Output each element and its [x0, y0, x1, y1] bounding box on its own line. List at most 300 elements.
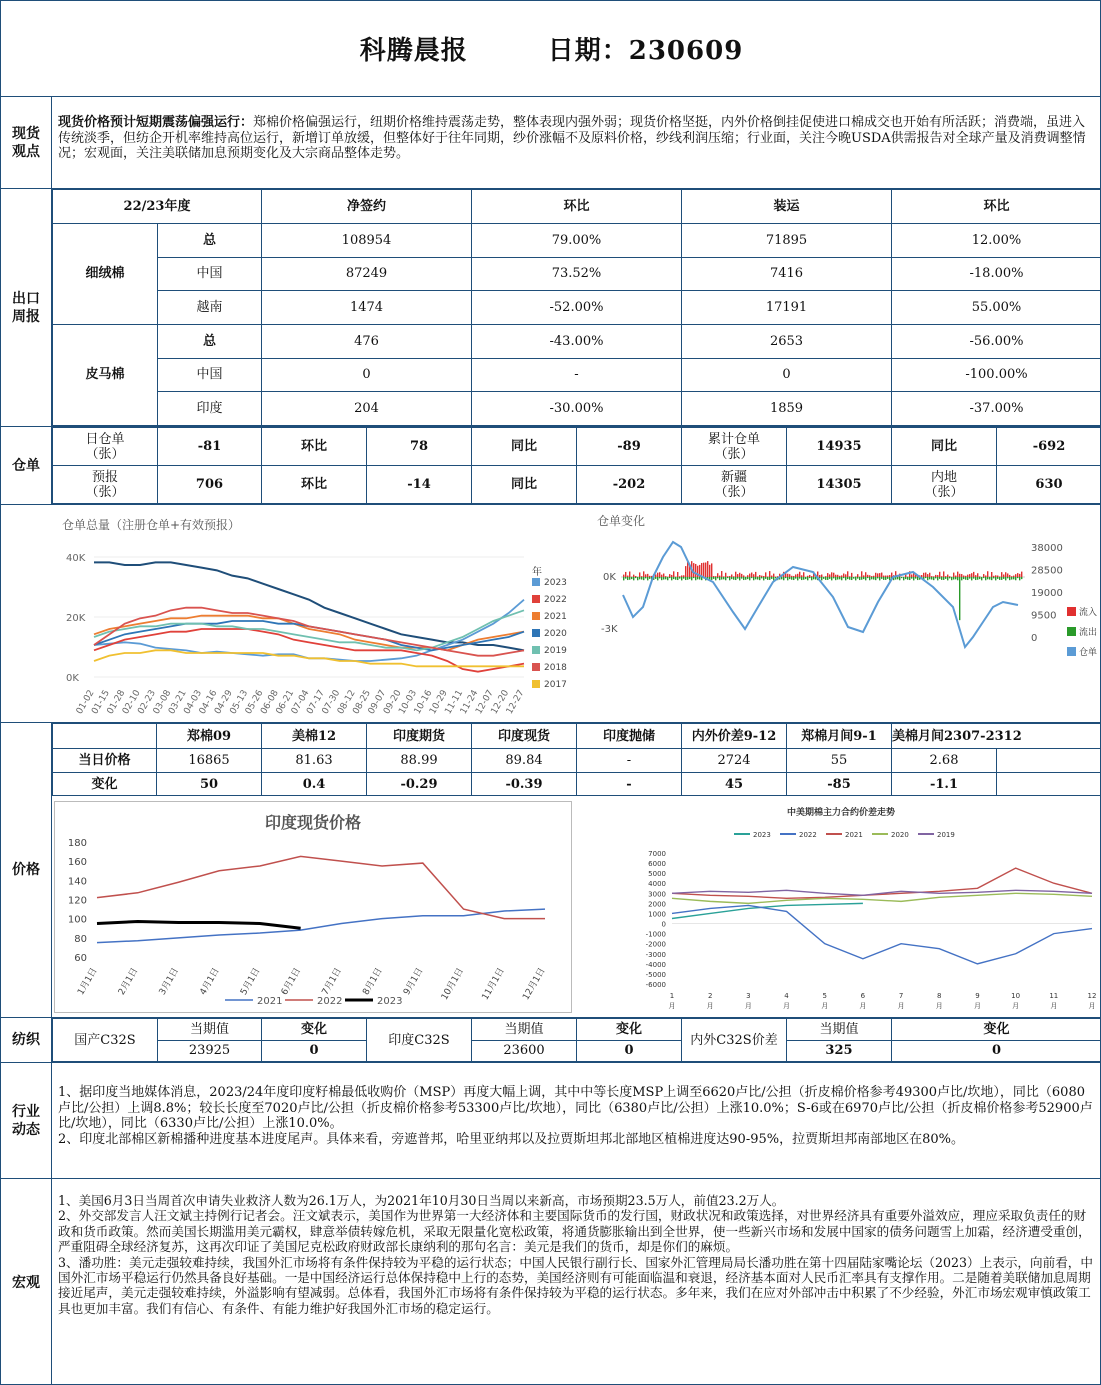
table-cell: 0.4 — [262, 773, 367, 796]
bar-inflow — [641, 576, 642, 577]
bar-inflow — [647, 574, 648, 577]
bar-outflow — [689, 577, 690, 579]
table-header: 郑棉09 — [157, 724, 262, 749]
bar-inflow — [881, 573, 882, 577]
macro-para: 1、美国6月3日当周首次申请失业救济人数为26.1万人，为2021年10月30日当周以来新高，市场预期23.5万人，前值23.2万人。 — [58, 1193, 785, 1208]
bar-inflow — [819, 575, 820, 577]
industry-text — [52, 1063, 1101, 1178]
bar-outflow — [1015, 577, 1016, 580]
bar-outflow — [657, 577, 658, 580]
bar-outflow — [795, 577, 796, 579]
legend-label: 2023 — [377, 996, 403, 1007]
table-cell: 同比 — [472, 466, 577, 504]
export-header-net-sign: 净签约 — [262, 190, 472, 224]
spread-svg — [584, 801, 1098, 1013]
bar-outflow — [875, 577, 876, 580]
table-cell: 中国 — [158, 358, 262, 392]
bar-inflow — [683, 575, 684, 577]
legend-label: 2022 — [544, 595, 567, 605]
x-tick-label: 5 — [822, 992, 827, 1000]
bar-inflow — [889, 575, 890, 577]
legend-label: 2021 — [257, 996, 283, 1007]
bar-outflow — [869, 577, 870, 580]
y-tick-label: -5000 — [645, 970, 666, 979]
bar-outflow — [947, 577, 948, 580]
table-cell: 同比 — [472, 428, 577, 466]
bar-outflow — [907, 577, 908, 580]
bar-outflow — [695, 577, 696, 580]
bar-outflow — [825, 577, 826, 580]
bar-outflow — [823, 577, 824, 579]
bar-outflow — [953, 577, 954, 580]
bar-inflow — [987, 571, 988, 577]
bar-outflow — [781, 577, 782, 579]
y-tick-label: 0K — [603, 572, 616, 583]
legend-label: 2023 — [544, 578, 567, 588]
x-tick-label: 6月1日 — [279, 966, 304, 998]
bar-inflow — [821, 575, 822, 577]
bar-inflow — [827, 573, 828, 577]
table-cell: -692 — [997, 428, 1101, 466]
bar-inflow — [843, 574, 844, 577]
bar-inflow — [763, 576, 764, 577]
macro-text — [52, 1179, 1101, 1385]
x-tick-label: 4月1日 — [198, 966, 222, 998]
table-cell: 2653 — [682, 324, 892, 358]
industry-label: 行业 动态 — [1, 1063, 52, 1178]
bar-inflow — [671, 575, 672, 577]
bar-inflow — [811, 576, 812, 577]
bar-outflow — [867, 577, 868, 578]
bar-outflow — [1017, 577, 1018, 578]
bar-outflow — [863, 577, 864, 579]
bar-outflow — [791, 577, 792, 580]
x-tick-label: 月 — [897, 1002, 905, 1010]
bar-outflow — [717, 577, 718, 578]
legend-swatch — [532, 595, 540, 603]
bar-outflow — [821, 577, 822, 580]
table-cell: 81.63 — [262, 749, 367, 773]
table-cell: 0 — [892, 1040, 1101, 1062]
x-tick-label: 06-08 — [259, 688, 281, 717]
bar-inflow — [841, 575, 842, 577]
bar-inflow — [975, 575, 976, 577]
bar-inflow — [659, 572, 660, 577]
x-tick-label: 02-10 — [120, 688, 143, 717]
bar-inflow — [891, 573, 892, 577]
bar-inflow — [943, 571, 944, 577]
table-cell: 89.84 — [472, 749, 577, 773]
bar-outflow — [883, 577, 884, 580]
x-tick-label: 11-11 — [443, 688, 466, 717]
bar-outflow — [629, 577, 630, 580]
bar-inflow — [923, 573, 924, 577]
table-cell: -85 — [787, 773, 892, 796]
bar-inflow — [737, 574, 738, 577]
bar-outflow — [999, 577, 1000, 580]
warehouse-charts-section — [1, 505, 1101, 723]
price-section — [1, 723, 1101, 1018]
bar-inflow — [799, 572, 800, 577]
spot-view-text — [52, 97, 1101, 188]
bar-inflow — [731, 574, 732, 577]
bar-inflow — [703, 563, 704, 577]
bar-outflow — [663, 577, 664, 580]
x-tick-label: 月 — [706, 1002, 714, 1010]
bar-outflow — [909, 577, 910, 580]
warehouse-change-chart — [573, 507, 1098, 719]
table-cell: 当期值 — [472, 1019, 577, 1041]
bar-inflow — [993, 576, 994, 577]
legend-label: 2019 — [544, 646, 567, 656]
table-cell: 50 — [157, 773, 262, 796]
bar-outflow — [755, 577, 756, 579]
bar-inflow — [771, 576, 772, 577]
bar-inflow — [977, 573, 978, 577]
bar-inflow — [855, 576, 856, 577]
x-tick-label: 07-30 — [320, 688, 343, 717]
table-cell: -202 — [577, 466, 682, 504]
table-cell: 日仓单 （张） — [53, 428, 158, 466]
bar-outflow — [965, 577, 966, 580]
report-title: 科腾晨报 — [359, 36, 468, 66]
bar-inflow — [749, 574, 750, 577]
table-cell: 当期值 — [158, 1019, 262, 1041]
x-tick-label: 7月1日 — [320, 966, 344, 998]
bar-inflow — [947, 575, 948, 577]
bar-inflow — [1001, 572, 1002, 577]
y-tick-label: 28500 — [1031, 565, 1063, 577]
bar-outflow — [937, 577, 938, 580]
bar-inflow — [1009, 575, 1010, 577]
series-line — [623, 542, 1018, 647]
bar-outflow — [1005, 577, 1006, 580]
table-header: 印度现货 — [472, 724, 577, 749]
bar-inflow — [871, 576, 872, 577]
bar-inflow — [971, 573, 972, 577]
x-tick-label: 07-17 — [305, 688, 327, 717]
legend-swatch — [532, 663, 540, 671]
bar-outflow — [687, 577, 688, 580]
table-header: 内外价差9-12 — [682, 724, 787, 749]
bar-inflow — [945, 576, 946, 577]
bar-outflow — [743, 577, 744, 580]
bar-outflow — [963, 577, 964, 579]
series-line — [97, 922, 301, 929]
bar-inflow — [773, 574, 774, 577]
bar-inflow — [995, 575, 996, 577]
bar-outflow — [847, 577, 848, 579]
warehouse-total-svg — [54, 507, 569, 719]
bar-inflow — [851, 573, 852, 577]
bar-inflow — [735, 572, 736, 577]
bar-outflow — [845, 577, 846, 580]
table-cell: 71895 — [682, 224, 892, 258]
y-tick-label: 1000 — [648, 910, 666, 919]
bar-inflow — [929, 573, 930, 577]
chart-title: 中美期棉主力合约价差走势 — [786, 808, 896, 818]
bar-inflow — [727, 576, 728, 577]
bar-inflow — [635, 576, 636, 577]
bar-outflow — [969, 577, 970, 579]
x-tick-label: 12-07 — [474, 688, 496, 717]
bar-outflow — [793, 577, 794, 580]
bar-inflow — [921, 575, 922, 577]
bar-outflow — [827, 577, 828, 580]
macro-label: 宏观 — [1, 1179, 52, 1385]
x-tick-label: 09-07 — [366, 688, 389, 717]
bar-outflow — [913, 577, 914, 580]
bar-outflow — [989, 577, 990, 580]
bar-outflow — [915, 577, 916, 579]
bar-inflow — [941, 576, 942, 577]
table-cell: 325 — [787, 1040, 892, 1062]
bar-outflow — [933, 577, 934, 580]
bar-outflow — [961, 577, 962, 580]
y-tick-label: 9500 — [1031, 610, 1057, 622]
x-tick-label: 12 — [1087, 992, 1097, 1000]
bar-outflow — [985, 577, 986, 580]
bar-inflow — [1013, 576, 1014, 577]
x-tick-label: 04-29 — [213, 688, 235, 717]
legend-swatch — [1067, 647, 1076, 656]
bar-inflow — [935, 575, 936, 577]
y-tick-label: 3000 — [648, 890, 666, 899]
bar-inflow — [761, 576, 762, 577]
legend-swatch — [532, 646, 540, 654]
legend-label: 2018 — [544, 663, 567, 673]
x-tick-label: 07-04 — [289, 688, 312, 717]
bar-outflow — [925, 577, 926, 578]
bar-inflow — [865, 572, 866, 577]
bar-outflow — [751, 577, 752, 578]
bar-outflow — [1011, 577, 1012, 580]
table-cell: 0 — [262, 358, 472, 392]
bar-outflow — [927, 577, 928, 580]
bar-outflow — [649, 577, 650, 579]
x-tick-label: 10-16 — [412, 688, 435, 717]
bar-outflow — [859, 577, 860, 580]
bar-outflow — [835, 577, 836, 580]
bar-inflow — [791, 576, 792, 577]
x-tick-label: 12月1日 — [521, 966, 548, 1002]
x-tick-label: 月 — [1050, 1002, 1058, 1010]
bar-outflow — [979, 577, 980, 579]
y-tick-label: 60 — [74, 953, 87, 964]
y-tick-label: 160 — [67, 857, 87, 869]
bar-outflow — [735, 577, 736, 580]
bar-outflow — [917, 577, 918, 580]
table-cell: -81 — [158, 428, 262, 466]
bar-inflow — [887, 575, 888, 577]
bar-outflow — [939, 577, 940, 579]
bar-inflow — [765, 572, 766, 577]
table-cell: 630 — [997, 466, 1101, 504]
legend-label: 2022 — [317, 996, 343, 1007]
industry-para: 2、印度北部棉区新棉播种进度基本进度尾声。具体来看，旁遮普邦，哈里亚纳邦以及拉贾斯坦邦北部地区植棉进度达90-95%，拉贾斯坦邦南部地区在80%。 — [58, 1131, 964, 1147]
warehouse-table-wrap — [52, 427, 1101, 504]
table-cell: 1859 — [682, 392, 892, 426]
bar-outflow — [681, 577, 682, 580]
bar-inflow — [753, 574, 754, 577]
bar-outflow — [1007, 577, 1008, 578]
bar-outflow — [971, 577, 972, 580]
table-cell: 变化 — [262, 1019, 367, 1041]
bar-outflow — [785, 577, 786, 578]
bar-inflow — [657, 573, 658, 577]
bar-inflow — [953, 573, 954, 577]
textile-table — [52, 1018, 1101, 1062]
bar-outflow — [799, 577, 800, 579]
table-cell: 内外C32S价差 — [682, 1019, 787, 1062]
x-tick-label: 月 — [859, 1002, 867, 1010]
industry-section — [1, 1063, 1101, 1179]
spot-view-section — [1, 97, 1101, 189]
bar-outflow — [931, 577, 932, 580]
y-tick-label: -2000 — [645, 940, 666, 949]
bar-inflow — [825, 576, 826, 577]
table-cell: -30.00% — [472, 392, 682, 426]
x-tick-label: 月 — [973, 1002, 981, 1010]
bar-inflow — [679, 576, 680, 577]
legend-label: 2021 — [544, 612, 567, 622]
export-weekly-section — [1, 189, 1101, 427]
bar-outflow — [693, 577, 694, 578]
bar-inflow — [965, 576, 966, 577]
bar-inflow — [949, 576, 950, 577]
bar-outflow — [655, 577, 656, 579]
bar-outflow — [853, 577, 854, 579]
table-cell: 同比 — [892, 428, 997, 466]
x-tick-label: 月 — [1012, 1002, 1020, 1010]
y-tick-label: 5000 — [648, 870, 666, 879]
bar-outflow — [775, 577, 776, 578]
bar-inflow — [715, 576, 716, 577]
bar-inflow — [997, 576, 998, 577]
bar-outflow — [723, 577, 724, 579]
bar-outflow — [699, 577, 700, 580]
x-tick-label: 05-13 — [228, 688, 251, 717]
bar-outflow — [871, 577, 872, 579]
legend-label: 2019 — [937, 831, 955, 839]
bar-inflow — [969, 574, 970, 577]
table-header: 郑棉月间9-1 — [787, 724, 892, 749]
bar-inflow — [721, 571, 722, 577]
bar-inflow — [925, 573, 926, 577]
macro-section — [1, 1179, 1101, 1385]
bar-inflow — [665, 576, 666, 577]
bar-outflow — [667, 577, 668, 580]
bar-outflow — [885, 577, 886, 580]
y-tick-label: 0 — [1031, 633, 1038, 644]
bar-inflow — [709, 565, 710, 577]
bar-outflow — [625, 577, 626, 579]
bar-outflow — [873, 577, 874, 580]
bar-inflow — [967, 575, 968, 577]
bar-inflow — [1011, 576, 1012, 577]
y-tick-label: -4000 — [645, 960, 666, 969]
y-tick-label: -3K — [601, 624, 618, 635]
bar-outflow — [683, 577, 684, 579]
bar-outflow — [945, 577, 946, 579]
bar-outflow — [767, 577, 768, 580]
bar-outflow — [739, 577, 740, 580]
bar-inflow — [957, 572, 958, 577]
y-tick-label: 0K — [66, 673, 79, 684]
y-tick-label: -1000 — [645, 930, 666, 939]
bar-outflow — [901, 577, 902, 578]
y-tick-label: 20K — [66, 613, 86, 624]
bar-outflow — [987, 577, 988, 579]
x-tick-label: 12-27 — [504, 688, 527, 717]
spot-view-lead: 现货价格预计短期震荡偏强运行： — [58, 115, 254, 130]
bar-inflow — [931, 576, 932, 577]
spot-view-label: 现货 观点 — [1, 97, 52, 188]
bar-outflow — [749, 577, 750, 580]
bar-outflow — [679, 577, 680, 579]
bar-outflow — [813, 577, 814, 579]
x-tick-label: 月 — [1088, 1002, 1096, 1010]
table-cell: 16865 — [157, 749, 262, 773]
bar-outflow — [1003, 577, 1004, 579]
table-cell: 88.99 — [367, 749, 472, 773]
bar-outflow — [843, 577, 844, 578]
x-tick-label: 月 — [935, 1002, 943, 1010]
bar-outflow — [669, 577, 670, 578]
bar-outflow — [833, 577, 834, 578]
bar-inflow — [873, 576, 874, 577]
legend-swatch — [532, 629, 540, 637]
bar-outflow — [761, 577, 762, 578]
table-cell: 变化 — [53, 773, 157, 796]
price-label: 价格 — [1, 723, 52, 1017]
bar-outflow — [975, 577, 976, 580]
x-tick-label: 04-03 — [182, 688, 205, 717]
table-cell: 2.68 — [892, 749, 997, 773]
bar-outflow — [955, 577, 956, 579]
warehouse-label: 仓单 — [1, 427, 52, 504]
bar-inflow — [973, 572, 974, 577]
bar-outflow — [935, 577, 936, 578]
bar-inflow — [755, 572, 756, 577]
bar-outflow — [981, 577, 982, 580]
bar-outflow — [647, 577, 648, 580]
bar-outflow — [675, 577, 676, 580]
bar-outflow — [899, 577, 900, 580]
bar-inflow — [725, 573, 726, 577]
bar-inflow — [649, 576, 650, 577]
chart-title: 仓单变化 — [597, 514, 646, 528]
warehouse-change-svg — [573, 507, 1098, 719]
x-tick-label: 11-24 — [458, 688, 481, 717]
y-tick-label: 19000 — [1031, 588, 1063, 599]
legend-label: 流出 — [1079, 628, 1098, 638]
bar-inflow — [723, 576, 724, 577]
bar-outflow — [1013, 577, 1014, 579]
bar-outflow — [733, 577, 734, 580]
y-tick-label: 2000 — [648, 900, 666, 909]
bar-inflow — [999, 576, 1000, 577]
table-header: 印度抛储 — [577, 724, 682, 749]
bar-outflow — [837, 577, 838, 580]
legend-label: 2021 — [845, 831, 863, 839]
bar-inflow — [809, 575, 810, 577]
bar-inflow — [711, 563, 712, 577]
bar-inflow — [747, 575, 748, 577]
bar-inflow — [1019, 574, 1020, 577]
bar-outflow — [715, 577, 716, 580]
bar-inflow — [927, 574, 928, 577]
